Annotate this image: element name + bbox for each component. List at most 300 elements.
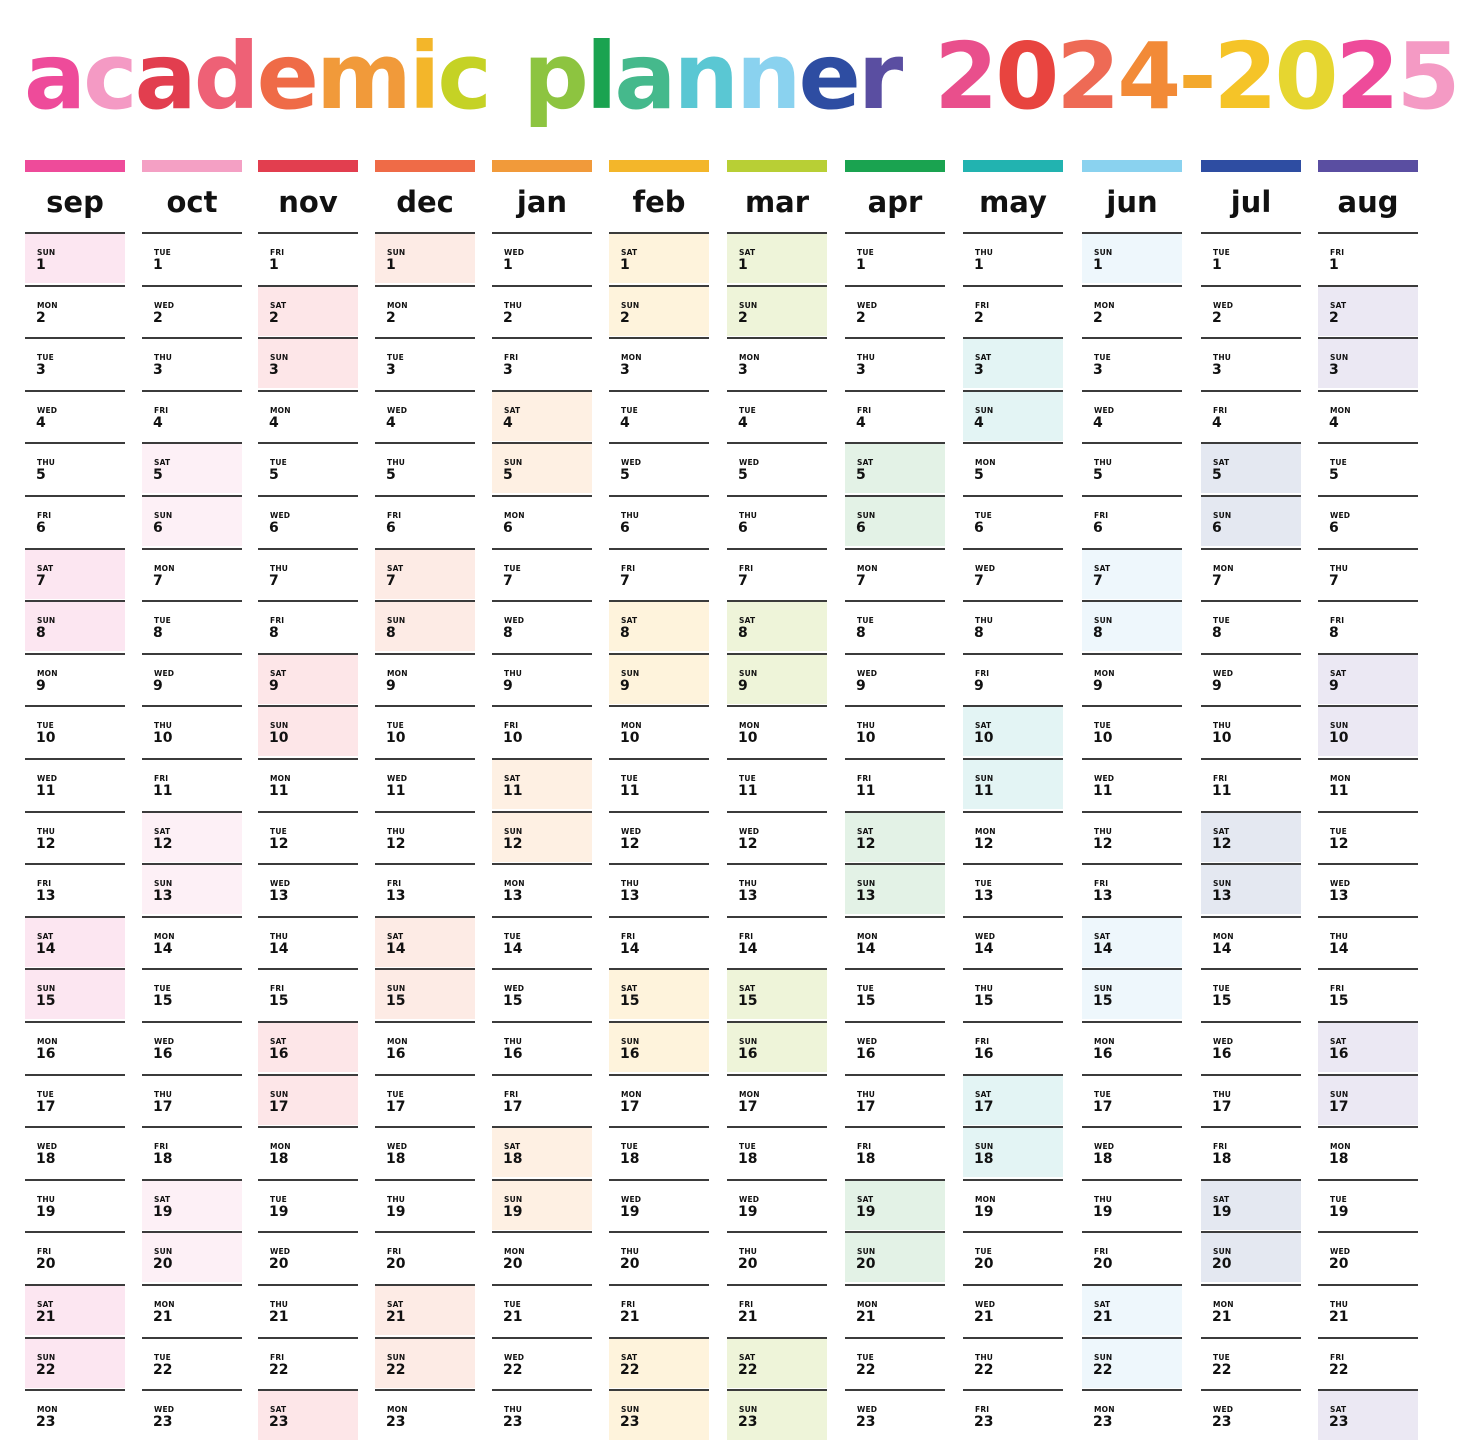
weekday-label: FRI [739,563,754,573]
day-cell [1201,1021,1301,1072]
day-cell [727,1074,827,1125]
day-cell [727,1231,827,1282]
weekday-label: THU [37,826,56,836]
weekday-label: THU [621,1247,640,1257]
weekday-label: SUN [37,616,56,626]
day-number: 18 [738,1151,758,1168]
weekday-label: THU [37,1194,56,1204]
weekday-label: SUN [1213,1247,1232,1257]
weekday-label: MON [387,668,408,678]
day-number: 21 [856,1309,876,1325]
day-number: 1 [738,257,748,273]
day-cell [1082,811,1182,862]
day-number: 18 [153,1151,173,1168]
weekday-label: MON [1213,563,1234,573]
day-cell [1318,337,1418,388]
day-cell [963,285,1063,336]
weekday-label: TUE [857,248,874,257]
weekday-label: THU [1094,826,1113,836]
day-number: 8 [1329,625,1339,642]
day-number: 1 [153,257,163,273]
weekday-label: SUN [154,511,173,520]
weekday-label: TUE [504,563,521,573]
month-name: sep [46,185,104,219]
weekday-label: MON [621,1089,642,1099]
weekday-label: MON [975,1194,996,1204]
weekday-label: FRI [975,1405,990,1415]
day-number: 16 [153,1046,173,1062]
day-number: 23 [503,1414,523,1431]
weekday-label: TUE [1330,1194,1347,1204]
weekday-label: TUE [1094,353,1111,363]
day-cell [845,916,945,967]
day-number: 20 [738,1256,758,1273]
weekday-label: WED [154,668,175,678]
weekday-label: MON [270,405,291,415]
day-cell [609,1284,709,1335]
day-number: 12 [36,835,56,852]
day-number: 20 [620,1256,640,1273]
day-number: 23 [269,1414,289,1431]
day-cell [1082,285,1182,336]
day-number: 13 [856,888,876,905]
weekday-label: TUE [621,1142,638,1152]
day-cell [492,1021,592,1072]
day-cell [845,968,945,1019]
weekday-label: MON [621,721,642,731]
day-number: 2 [503,309,513,326]
weekday-label: FRI [1213,774,1228,783]
day-number: 12 [738,835,758,852]
day-number: 11 [269,783,289,799]
day-cell [845,495,945,546]
weekday-label: THU [1094,458,1113,468]
day-cell [25,442,125,493]
weekday-label: WED [154,1405,175,1415]
day-cell [1201,495,1301,546]
weekday-label: WED [857,1037,878,1046]
day-cell [492,811,592,862]
weekday-label: SAT [1330,668,1347,678]
weekday-label: SAT [504,1142,521,1152]
day-number: 12 [503,835,523,852]
weekday-label: FRI [387,879,402,889]
day-cell [492,548,592,599]
day-cell [1201,863,1301,914]
weekday-label: SUN [154,879,173,889]
day-number: 2 [36,309,46,326]
day-number: 11 [1093,783,1113,799]
day-cell [609,916,709,967]
month-name: may [979,185,1047,219]
day-number: 10 [856,730,876,747]
weekday-label: SAT [739,1352,756,1362]
weekday-label: FRI [857,405,872,415]
weekday-label: WED [1094,405,1115,415]
day-number: 21 [1093,1309,1113,1325]
day-cell [963,1021,1063,1072]
weekday-label: FRI [387,511,402,520]
day-number: 15 [1329,993,1349,1010]
day-number: 12 [269,835,289,852]
weekday-label: FRI [37,511,52,520]
day-cell [25,705,125,756]
day-number: 18 [856,1151,876,1168]
day-cell [609,600,709,651]
day-number: 7 [1212,572,1222,589]
day-number: 12 [974,835,994,852]
weekday-label: WED [975,563,996,573]
day-number: 9 [503,677,513,694]
day-cell [258,232,358,283]
day-cell [1318,390,1418,441]
day-cell [845,1074,945,1125]
day-number: 23 [36,1414,56,1431]
day-cell [727,442,827,493]
day-number: 14 [856,940,876,957]
day-cell [845,758,945,809]
weekday-label: MON [1213,1300,1234,1309]
day-number: 23 [153,1414,173,1431]
day-number: 20 [1329,1256,1349,1273]
weekday-label: MON [1094,1405,1115,1415]
day-cell [1201,390,1301,441]
day-cell [1201,1389,1301,1440]
weekday-label: SAT [857,1194,874,1204]
weekday-label: MON [1094,668,1115,678]
weekday-label: THU [621,879,640,889]
weekday-label: SAT [37,931,54,941]
weekday-label: FRI [621,1300,636,1309]
day-number: 16 [36,1046,56,1062]
day-number: 7 [1329,572,1339,589]
month-color-bar [25,160,125,172]
weekday-label: FRI [975,668,990,678]
day-number: 3 [269,362,279,379]
day-number: 2 [386,309,396,326]
weekday-label: SAT [1330,300,1347,310]
day-cell [1082,495,1182,546]
day-number: 10 [738,730,758,747]
day-cell [845,442,945,493]
weekday-label: FRI [270,1352,285,1362]
day-cell [375,1126,475,1177]
weekday-label: SUN [975,774,994,783]
day-cell [1318,968,1418,1019]
day-number: 20 [269,1256,289,1273]
day-cell [258,968,358,1019]
weekday-label: MON [1330,774,1351,783]
title-word: planner [522,23,901,130]
day-number: 18 [36,1151,56,1168]
day-cell [963,653,1063,704]
day-number: 2 [1212,309,1222,326]
day-cell [1318,495,1418,546]
day-number: 9 [1212,677,1222,694]
weekday-label: MON [37,300,58,310]
day-number: 17 [153,1098,173,1115]
day-cell [963,495,1063,546]
weekday-label: WED [270,1247,291,1257]
weekday-label: TUE [621,405,638,415]
weekday-label: THU [857,721,876,731]
day-cell [1082,1284,1182,1335]
day-cell [142,232,242,283]
day-cell [1201,1231,1301,1282]
day-cell [25,1021,125,1072]
day-number: 1 [620,257,630,273]
day-cell [1318,1021,1418,1072]
weekday-label: TUE [37,721,54,731]
weekday-label: MON [1330,405,1351,415]
day-number: 5 [1093,467,1103,484]
day-number: 17 [738,1098,758,1115]
weekday-label: TUE [1213,984,1230,994]
day-cell [25,1074,125,1125]
weekday-label: WED [1213,1037,1234,1046]
day-cell [609,1126,709,1177]
weekday-label: MON [270,1142,291,1152]
day-number: 22 [974,1361,994,1378]
weekday-label: SAT [504,405,521,415]
weekday-label: SAT [387,563,404,573]
day-cell [609,1389,709,1440]
weekday-label: SUN [37,248,56,257]
day-number: 9 [269,677,279,694]
day-number: 2 [620,309,630,326]
weekday-label: SUN [975,405,994,415]
weekday-label: WED [1330,1247,1351,1257]
weekday-label: THU [154,1089,173,1099]
month-color-bar [963,160,1063,172]
weekday-label: SUN [270,1089,289,1099]
day-cell [142,1126,242,1177]
day-cell [609,1231,709,1282]
day-cell [142,390,242,441]
weekday-label: THU [1213,721,1232,731]
weekday-label: SUN [270,353,289,363]
day-number: 7 [974,572,984,589]
day-number: 9 [620,677,630,694]
day-number: 21 [1212,1309,1232,1325]
day-cell [845,863,945,914]
weekday-label: THU [387,826,406,836]
day-cell [609,1021,709,1072]
day-cell [963,1074,1063,1125]
day-cell [1201,285,1301,336]
day-number: 17 [856,1098,876,1115]
day-cell [142,705,242,756]
weekday-label: TUE [975,879,992,889]
day-cell [375,337,475,388]
day-number: 15 [738,993,758,1010]
day-cell [1082,390,1182,441]
weekday-label: SUN [1094,1352,1113,1362]
weekday-label: MON [387,300,408,310]
day-number: 6 [974,520,984,536]
day-number: 20 [503,1256,523,1273]
day-cell [963,811,1063,862]
weekday-label: SAT [621,984,638,994]
weekday-label: THU [621,511,640,520]
day-cell [845,1126,945,1177]
weekday-label: WED [504,248,525,257]
day-number: 4 [974,414,984,431]
day-cell [609,548,709,599]
day-number: 13 [386,888,406,905]
weekday-label: TUE [270,826,287,836]
day-cell [25,285,125,336]
month-name: aug [1337,185,1399,219]
day-cell [142,1021,242,1072]
day-cell [963,232,1063,283]
day-cell [1318,600,1418,651]
day-cell [609,811,709,862]
month-name: jan [516,185,568,219]
weekday-label: MON [857,931,878,941]
day-cell [609,232,709,283]
day-cell [1318,1337,1418,1388]
day-number: 1 [856,257,866,273]
day-cell [375,705,475,756]
weekday-label: SUN [387,248,406,257]
weekday-label: SUN [857,511,876,520]
day-number: 23 [856,1414,876,1431]
day-cell [845,232,945,283]
day-cell [142,653,242,704]
day-number: 19 [974,1203,994,1220]
day-cell [609,337,709,388]
weekday-label: THU [387,1194,406,1204]
day-cell [727,758,827,809]
weekday-label: FRI [1094,1247,1109,1257]
day-cell [845,811,945,862]
day-cell [1082,548,1182,599]
day-number: 23 [620,1414,640,1431]
weekday-label: MON [504,511,525,520]
day-cell [25,232,125,283]
day-cell [609,285,709,336]
day-number: 23 [1093,1414,1113,1431]
day-number: 19 [1212,1203,1232,1220]
month-name: dec [396,185,454,219]
weekday-label: SAT [739,248,756,257]
day-cell [492,916,592,967]
day-number: 2 [1093,309,1103,326]
weekday-label: SUN [37,1352,56,1362]
day-number: 13 [1212,888,1232,905]
day-cell [727,1284,827,1335]
day-number: 3 [856,362,866,379]
day-cell [963,758,1063,809]
day-cell [258,1389,358,1440]
day-number: 16 [503,1046,523,1062]
day-number: 16 [738,1046,758,1062]
day-cell [727,968,827,1019]
day-cell [142,1074,242,1125]
day-number: 11 [974,783,994,799]
day-cell [1082,337,1182,388]
day-number: 13 [1329,888,1349,905]
day-cell [727,1126,827,1177]
weekday-label: FRI [154,774,169,783]
month-color-bar [258,160,358,172]
weekday-label: SUN [739,300,758,310]
day-cell [25,653,125,704]
day-number: 6 [1212,520,1222,536]
day-cell [609,1074,709,1125]
day-number: 8 [856,625,866,642]
day-cell [1318,916,1418,967]
weekday-label: TUE [387,721,404,731]
day-cell [609,1337,709,1388]
day-number: 11 [856,783,876,799]
weekday-label: SUN [1330,353,1349,363]
day-number: 2 [856,309,866,326]
day-cell [25,916,125,967]
weekday-label: SAT [270,668,287,678]
day-number: 22 [1329,1361,1349,1378]
day-cell [142,758,242,809]
day-cell [845,285,945,336]
day-number: 18 [620,1151,640,1168]
day-cell [375,548,475,599]
weekday-label: MON [504,1247,525,1257]
day-cell [727,548,827,599]
weekday-label: SAT [387,931,404,941]
day-cell [727,916,827,967]
day-number: 15 [1212,993,1232,1010]
day-cell [142,863,242,914]
day-cell [258,863,358,914]
day-number: 2 [153,309,163,326]
day-cell [609,705,709,756]
weekday-label: FRI [1330,984,1345,994]
day-number: 14 [36,940,56,957]
weekday-label: FRI [1330,616,1345,626]
weekday-label: TUE [1094,1089,1111,1099]
weekday-label: WED [387,774,408,783]
day-cell [845,1231,945,1282]
day-number: 1 [269,257,279,273]
day-cell [1201,1074,1301,1125]
weekday-label: TUE [857,1352,874,1362]
day-number: 2 [269,309,279,326]
month-name: feb [632,185,686,219]
day-number: 10 [620,730,640,747]
day-cell [492,758,592,809]
weekday-label: THU [504,300,523,310]
day-number: 7 [1093,572,1103,589]
day-number: 4 [503,414,513,431]
day-cell [375,285,475,336]
day-number: 19 [738,1203,758,1220]
day-cell [375,1179,475,1230]
weekday-label: SAT [37,1300,54,1309]
day-cell [1201,705,1301,756]
day-number: 17 [620,1098,640,1115]
day-number: 15 [269,993,289,1010]
day-cell [1082,1074,1182,1125]
month-name: oct [166,185,218,219]
day-cell [727,337,827,388]
day-number: 9 [36,677,46,694]
day-number: 13 [1093,888,1113,905]
day-cell [1318,811,1418,862]
weekday-label: TUE [154,248,171,257]
weekday-label: WED [857,1405,878,1415]
day-cell [258,442,358,493]
